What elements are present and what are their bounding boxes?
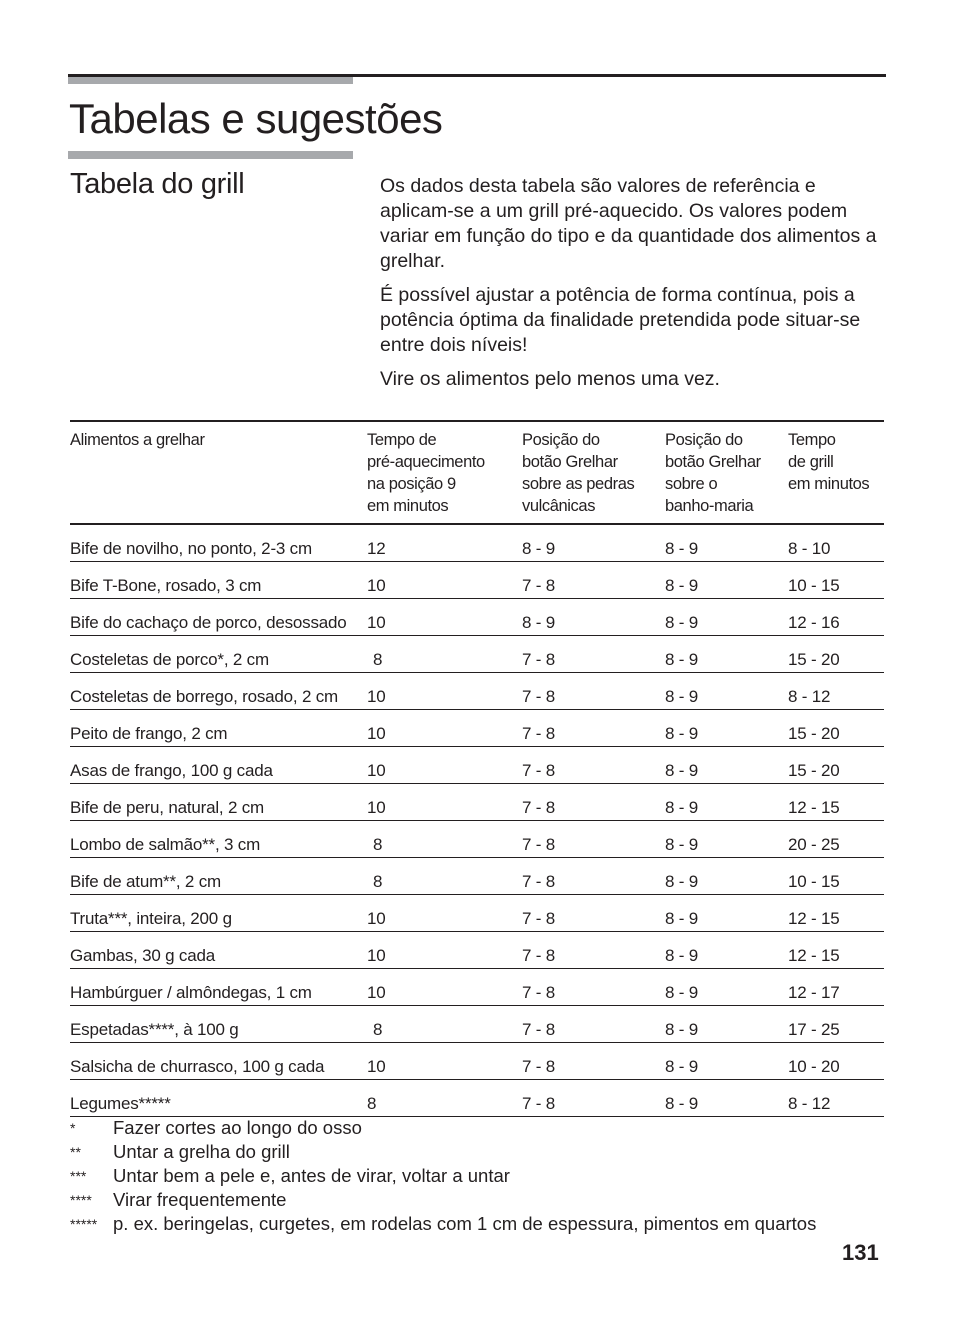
table-row [70,1080,884,1117]
header-preheat: Tempo de pré-aquecimento na posição 9 em minutos [367,431,485,515]
cell-volcanic: 7 - 8 [522,946,556,965]
grill-table [70,420,884,1117]
cell-grill-time: 10 - 15 [788,872,840,891]
cell-food: Bife T-Bone, rosado, 3 cm [70,576,262,595]
footnote [70,1188,890,1212]
cell-preheat: 10 [367,1057,386,1076]
cell-food: Asas de frango, 100 g cada [70,761,273,780]
cell-grill-time: 15 - 20 [788,650,840,669]
cell-volcanic: 7 - 8 [522,650,556,669]
table-row [70,636,884,673]
cell-water-bath: 8 - 9 [665,650,699,669]
cell-preheat: 8 [373,872,383,891]
title-grey-bar [68,76,353,84]
cell-grill-time: 12 - 15 [788,909,840,928]
footnotes [70,1116,890,1236]
footnote [70,1116,890,1140]
footnote-text: p. ex. beringelas, curgetes, em rodelas com 1 cm de espessura, pimentos em quartos [113,1213,817,1234]
cell-food: Peito de frango, 2 cm [70,724,228,743]
cell-preheat: 10 [367,798,386,817]
cell-food: Bife de peru, natural, 2 cm [70,798,264,817]
cell-preheat: 10 [367,613,386,632]
cell-preheat: 8 [373,1020,383,1039]
cell-volcanic: 7 - 8 [522,872,556,891]
title-underline-bar [68,151,353,159]
header-volcanic-position: Posição do botão Grelhar sobre as pedras vulcânicas [522,431,635,515]
intro-paragraph: Vire os alimentos pelo menos uma vez. [380,368,720,390]
header-water-bath-position: Posição do botão Grelhar sobre o banho-maria [665,431,761,515]
cell-grill-time: 8 - 10 [788,539,831,558]
cell-food: Legumes***** [70,1094,171,1113]
footnote-mark: ** [70,1144,81,1160]
cell-preheat: 10 [367,576,386,595]
header-food: Alimentos a grelhar [70,431,205,449]
footnote-text: Virar frequentemente [113,1189,287,1210]
cell-preheat: 10 [367,909,386,928]
cell-water-bath: 8 - 9 [665,872,699,891]
cell-water-bath: 8 - 9 [665,1094,699,1113]
cell-water-bath: 8 - 9 [665,613,699,632]
header-grill-time: Tempo de grill em minutos [788,431,870,493]
cell-grill-time: 12 - 15 [788,946,840,965]
intro-paragraph: Os dados desta tabela são valores de referência e aplicam-se a um grill pré-aquecido. Os valores podem variar em função do tipo e da quantidade dos alimentos a grelhar. [380,175,877,272]
footnote [70,1164,890,1188]
table-row [70,599,884,636]
cell-volcanic: 8 - 9 [522,539,556,558]
footnote-mark: **** [70,1192,92,1208]
cell-water-bath: 8 - 9 [665,576,699,595]
table-row [70,747,884,784]
cell-preheat: 8 [373,650,383,669]
table-row [70,895,884,932]
cell-volcanic: 7 - 8 [522,983,556,1002]
cell-water-bath: 8 - 9 [665,983,699,1002]
cell-water-bath: 8 - 9 [665,798,699,817]
cell-food: Bife do cachaço de porco, desossado [70,613,347,632]
cell-preheat: 8 [373,835,383,854]
table-row [70,821,884,858]
cell-water-bath: 8 - 9 [665,1057,699,1076]
table-row [70,858,884,895]
footnote [70,1140,890,1164]
cell-grill-time: 15 - 20 [788,724,840,743]
cell-preheat: 10 [367,761,386,780]
footnote-mark: *** [70,1168,87,1184]
header-rule [68,74,886,77]
table-row [70,1006,884,1043]
table-row [70,969,884,1006]
cell-water-bath: 8 - 9 [665,724,699,743]
intro-text [380,174,886,401]
table-row [70,932,884,969]
table-row [70,710,884,747]
footnote-text: Untar bem a pele e, antes de virar, voltar a untar [113,1165,510,1186]
cell-volcanic: 7 - 8 [522,1094,556,1113]
footnote-text: Fazer cortes ao longo do osso [113,1117,362,1138]
cell-water-bath: 8 - 9 [665,1020,699,1039]
cell-preheat: 10 [367,983,386,1002]
cell-food: Bife de novilho, no ponto, 2-3 cm [70,539,312,558]
cell-food: Bife de atum**, 2 cm [70,872,221,891]
cell-food: Truta***, inteira, 200 g [70,909,232,928]
table-row [70,562,884,599]
cell-volcanic: 7 - 8 [522,909,556,928]
cell-food: Hambúrguer / almôndegas, 1 cm [70,983,312,1002]
cell-grill-time: 12 - 17 [788,983,840,1002]
footnote-mark: * [70,1120,76,1136]
cell-food: Salsicha de churrasco, 100 g cada [70,1057,325,1076]
footnote-mark: ***** [70,1216,98,1232]
cell-preheat: 10 [367,724,386,743]
footnote-text: Untar a grelha do grill [113,1141,290,1162]
section-title: Tabela do grill [70,168,245,200]
cell-food: Costeletas de porco*, 2 cm [70,650,269,669]
cell-water-bath: 8 - 9 [665,539,699,558]
cell-volcanic: 7 - 8 [522,835,556,854]
cell-water-bath: 8 - 9 [665,835,699,854]
cell-grill-time: 12 - 16 [788,613,840,632]
table-row [70,1043,884,1080]
table-header-row [70,421,884,524]
cell-water-bath: 8 - 9 [665,946,699,965]
cell-water-bath: 8 - 9 [665,687,699,706]
table-row [70,673,884,710]
cell-volcanic: 7 - 8 [522,1020,556,1039]
cell-volcanic: 7 - 8 [522,724,556,743]
cell-food: Lombo de salmão**, 3 cm [70,835,261,854]
page-number: 131 [842,1240,879,1265]
cell-grill-time: 20 - 25 [788,835,840,854]
cell-volcanic: 7 - 8 [522,576,556,595]
cell-grill-time: 12 - 15 [788,798,840,817]
cell-volcanic: 7 - 8 [522,798,556,817]
cell-preheat: 10 [367,687,386,706]
cell-food: Gambas, 30 g cada [70,946,215,965]
cell-grill-time: 17 - 25 [788,1020,840,1039]
cell-volcanic: 8 - 9 [522,613,556,632]
footnote [70,1212,890,1236]
cell-preheat: 8 [367,1094,377,1113]
cell-grill-time: 10 - 15 [788,576,840,595]
cell-food: Espetadas****, à 100 g [70,1020,239,1039]
intro-paragraph: É possível ajustar a potência de forma contínua, pois a potência óptima da finalidade pretendida pode situar-se entre dois níveis! [380,284,861,356]
cell-grill-time: 8 - 12 [788,1094,831,1113]
cell-grill-time: 15 - 20 [788,761,840,780]
cell-preheat: 10 [367,946,386,965]
cell-preheat: 12 [367,539,386,558]
cell-grill-time: 8 - 12 [788,687,831,706]
cell-volcanic: 7 - 8 [522,1057,556,1076]
table-row [70,784,884,821]
cell-food: Costeletas de borrego, rosado, 2 cm [70,687,338,706]
cell-volcanic: 7 - 8 [522,761,556,780]
page-title: Tabelas e sugestões [69,95,443,142]
table-row [70,524,884,562]
cell-water-bath: 8 - 9 [665,909,699,928]
cell-grill-time: 10 - 20 [788,1057,840,1076]
cell-volcanic: 7 - 8 [522,687,556,706]
cell-water-bath: 8 - 9 [665,761,699,780]
table-body [70,524,884,1117]
